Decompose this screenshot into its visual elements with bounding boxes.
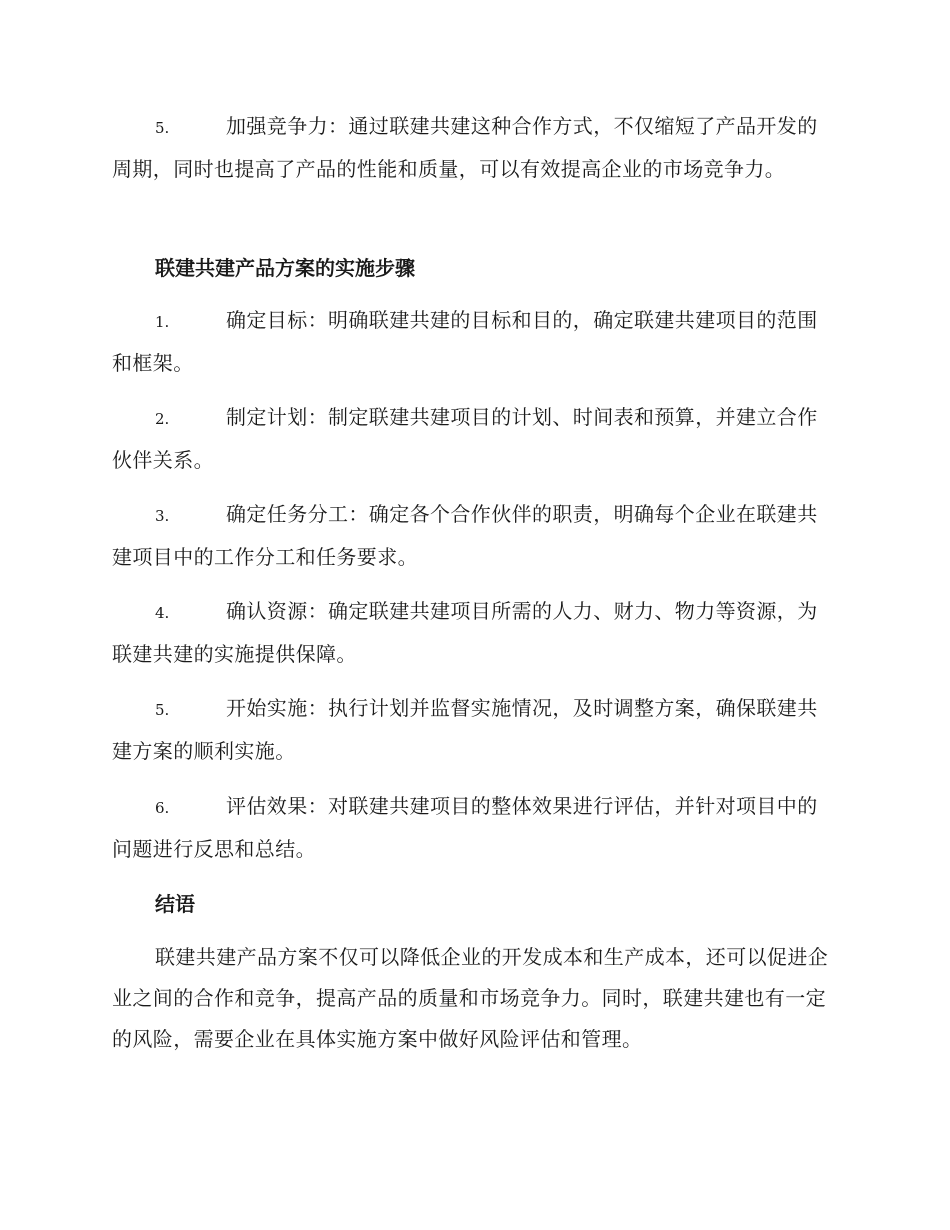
list-item-number: 5. — [155, 119, 170, 137]
list-item-text: 开始实施：执行计划并监督实施情况，及时调整方案，确保联建共建方案的顺利实施。 — [112, 696, 818, 763]
conclusion-paragraph: 联建共建产品方案不仅可以降低企业的开发成本和生产成本，还可以促进企业之间的合作和竞争，提高产品的质量和市场竞争力。同时，联建共建也有一定的风险，需要企业在具体实施方案中做好风险评估和管理。 — [112, 945, 829, 1051]
section-heading-steps: 联建共建产品方案的实施步骤 — [155, 256, 415, 280]
list-item-text: 加强竞争力：通过联建共建这种合作方式，不仅缩短了产品开发的周期，同时也提高了产品的性能和质量，可以有效提高企业的市场竞争力。 — [112, 114, 818, 181]
list-item-number: 2. — [155, 410, 170, 428]
list-item-text: 评估效果：对联建共建项目的整体效果进行评估，并针对项目中的问题进行反思和总结。 — [112, 794, 818, 861]
list-item — [112, 494, 836, 578]
list-item-text: 确定任务分工：确定各个合作伙伴的职责，明确每个企业在联建共建项目中的工作分工和任务要求。 — [112, 502, 818, 569]
section-heading-conclusion: 结语 — [155, 892, 195, 916]
list-item — [112, 106, 836, 190]
list-item-step-4-block — [112, 591, 836, 675]
list-item — [112, 688, 836, 772]
conclusion-block — [112, 937, 836, 1060]
list-section-1 — [112, 106, 836, 190]
list-item-text: 确定目标：明确联建共建的目标和目的，确定联建共建项目的范围和框架。 — [112, 308, 818, 375]
list-item-text: 确认资源：确定联建共建项目所需的人力、财力、物力等资源，为联建共建的实施提供保障。 — [112, 599, 818, 666]
list-item-step-3-block — [112, 494, 836, 578]
list-item — [112, 300, 836, 384]
list-item-step-5-block — [112, 688, 836, 772]
list-item-text: 制定计划：制定联建共建项目的计划、时间表和预算，并建立合作伙伴关系。 — [112, 405, 818, 472]
list-item — [112, 591, 836, 675]
list-item-number: 4. — [155, 604, 170, 622]
list-item-number: 3. — [155, 507, 170, 525]
list-item-number: 6. — [155, 799, 170, 817]
list-item-number: 1. — [155, 313, 170, 331]
list-item-step-2-block — [112, 397, 836, 481]
list-item-step-6-block — [112, 786, 836, 870]
list-item-number: 5. — [155, 701, 170, 719]
list-item-step-1-block — [112, 300, 836, 384]
list-item — [112, 397, 836, 481]
list-item — [112, 786, 836, 870]
